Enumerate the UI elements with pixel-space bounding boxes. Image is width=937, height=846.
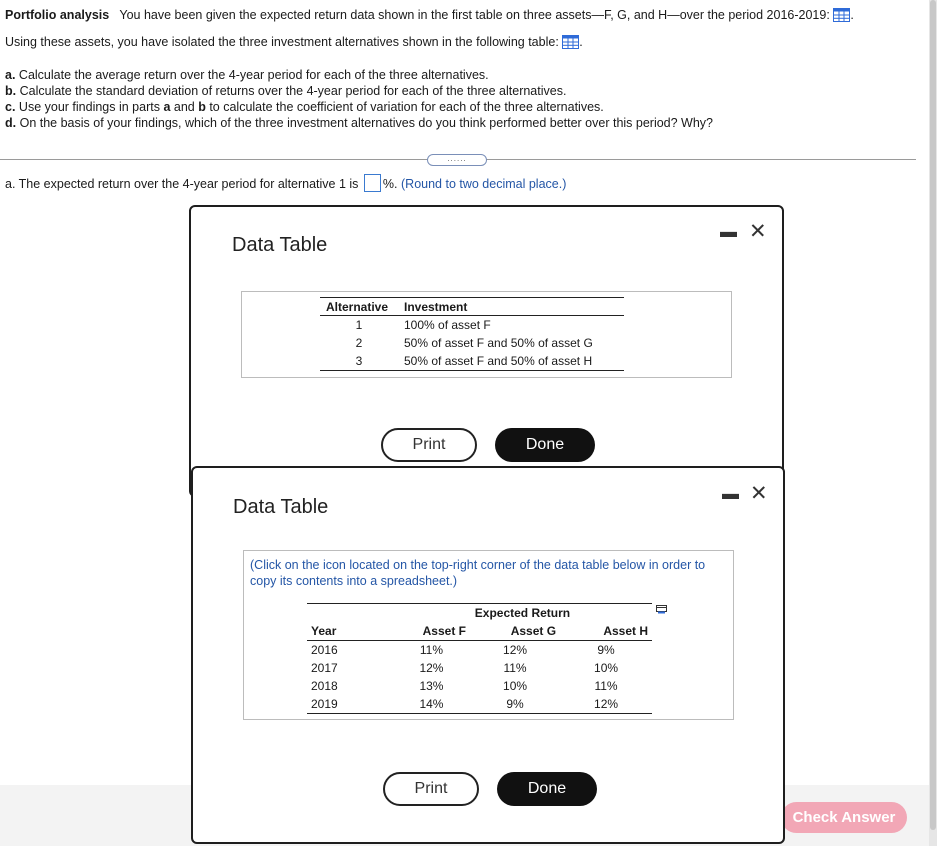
cell-asset-g: 10% — [503, 679, 528, 693]
cell-asset-f: 13% — [419, 679, 444, 693]
cell-asset-g: 11% — [503, 661, 527, 675]
minimize-icon[interactable]: ▬ — [720, 222, 737, 241]
col-header-alternative: Alternative — [320, 298, 398, 316]
problem-intro: Portfolio analysis You have been given the expected return data shown in the first table on three assets—F, G, and H—over the period 2016-2019: . — [5, 8, 854, 22]
part-text: On the basis of your findings, which of the three investment alternatives do you think performed better over this period? Why? — [19, 116, 714, 130]
copy-instructions: (Click on the icon located on the top-right corner of the data table below in order to copy its contents into a spreadsheet.) — [250, 558, 706, 588]
part-text-mid: and — [170, 100, 199, 114]
problem-line2: Using these assets, you have isolated the three investment alternatives shown in the following table: . — [5, 35, 583, 49]
group-header-expected-return: Expected Return — [393, 604, 652, 623]
table-row — [307, 695, 652, 714]
part-label: a. — [5, 68, 16, 82]
page-scrollbar[interactable] — [929, 0, 937, 846]
returns-table — [307, 603, 652, 714]
cell-year: 2016 — [311, 643, 338, 657]
cell-year: 2019 — [307, 695, 393, 714]
part-b — [5, 84, 566, 98]
col-header-asset-h: Asset H — [560, 622, 652, 641]
cell-asset-f: 14% — [393, 695, 470, 714]
col-header-year: Year — [307, 622, 393, 641]
part-label: b. — [5, 84, 17, 98]
cell-alternative: 1 — [355, 318, 363, 332]
print-button[interactable]: Print — [383, 772, 479, 806]
part-ref-a: a — [163, 100, 171, 114]
cell-asset-h: 12% — [560, 695, 652, 714]
close-icon[interactable]: ✕ — [749, 220, 767, 243]
cell-investment: 50% of asset F and 50% of asset H — [398, 352, 624, 371]
answer-line — [5, 174, 566, 192]
problem-line2-text: Using these assets, you have isolated the three investment alternatives shown in the following table: — [5, 35, 559, 49]
dialog-title: Data Table — [233, 496, 329, 518]
cell-asset-h: 10% — [594, 661, 619, 675]
alternatives-table — [320, 297, 624, 371]
answer-prompt: a. The expected return over the 4-year period for alternative 1 is — [5, 177, 359, 191]
cell-asset-h: 11% — [594, 679, 618, 693]
table-row — [307, 659, 652, 677]
expand-toggle-button[interactable]: ...... — [427, 154, 487, 166]
part-d — [5, 116, 713, 130]
scrollbar-thumb[interactable] — [930, 0, 936, 830]
dialog-title: Data Table — [232, 234, 328, 256]
returns-table-frame — [243, 550, 734, 720]
table-grid-icon[interactable] — [562, 35, 579, 49]
answer-input[interactable] — [364, 174, 381, 192]
alternatives-table-frame — [241, 291, 732, 378]
data-table-dialog-alternatives — [189, 205, 784, 497]
cell-year: 2018 — [311, 679, 338, 693]
data-table-dialog-returns — [191, 466, 785, 844]
problem-intro-text: You have been given the expected return data shown in the first table on three assets—F, G, and H—over the period 2016-2019: — [119, 8, 830, 22]
cell-year: 2017 — [311, 661, 338, 675]
part-label: c. — [5, 100, 16, 114]
done-button[interactable]: Done — [495, 428, 595, 462]
table-row — [320, 334, 624, 352]
part-c — [5, 100, 604, 114]
print-button[interactable]: Print — [381, 428, 477, 462]
table-row — [307, 677, 652, 695]
cell-investment: 100% of asset F — [404, 318, 491, 332]
cell-asset-h: 9% — [597, 643, 615, 657]
cell-asset-f: 11% — [419, 643, 444, 657]
done-button[interactable]: Done — [497, 772, 597, 806]
col-header-asset-f: Asset F — [393, 622, 470, 641]
answer-unit: %. — [382, 177, 398, 191]
part-text: Calculate the standard deviation of returns over the 4-year period for each of the three alternatives. — [19, 84, 567, 98]
close-icon[interactable]: ✕ — [750, 482, 768, 505]
cell-alternative: 3 — [320, 352, 398, 371]
cell-asset-f: 12% — [419, 661, 444, 675]
answer-hint: (Round to two decimal place.) — [401, 177, 567, 191]
table-grid-icon[interactable] — [833, 8, 850, 22]
minimize-icon[interactable]: ▬ — [722, 484, 739, 503]
part-text-pre: Use your findings in parts — [18, 100, 164, 114]
cell-asset-g: 12% — [503, 643, 528, 657]
col-header-asset-g: Asset G — [470, 622, 560, 641]
table-row — [307, 641, 652, 660]
copy-to-spreadsheet-icon[interactable] — [656, 605, 667, 614]
check-answer-button[interactable]: Check Answer — [781, 802, 907, 833]
part-ref-b: b — [198, 100, 206, 114]
cell-investment: 50% of asset F and 50% of asset G — [404, 336, 593, 350]
part-text: Calculate the average return over the 4-year period for each of the three alternatives. — [18, 68, 489, 82]
col-header-investment: Investment — [398, 298, 624, 316]
part-a — [5, 68, 489, 82]
table-row — [320, 316, 624, 335]
table-row — [320, 352, 624, 371]
cell-asset-g: 9% — [470, 695, 560, 714]
part-text-post: to calculate the coefficient of variation for each of the three alternatives. — [205, 100, 604, 114]
problem-title: Portfolio analysis — [5, 8, 110, 22]
cell-alternative: 2 — [355, 336, 363, 350]
part-label: d. — [5, 116, 17, 130]
